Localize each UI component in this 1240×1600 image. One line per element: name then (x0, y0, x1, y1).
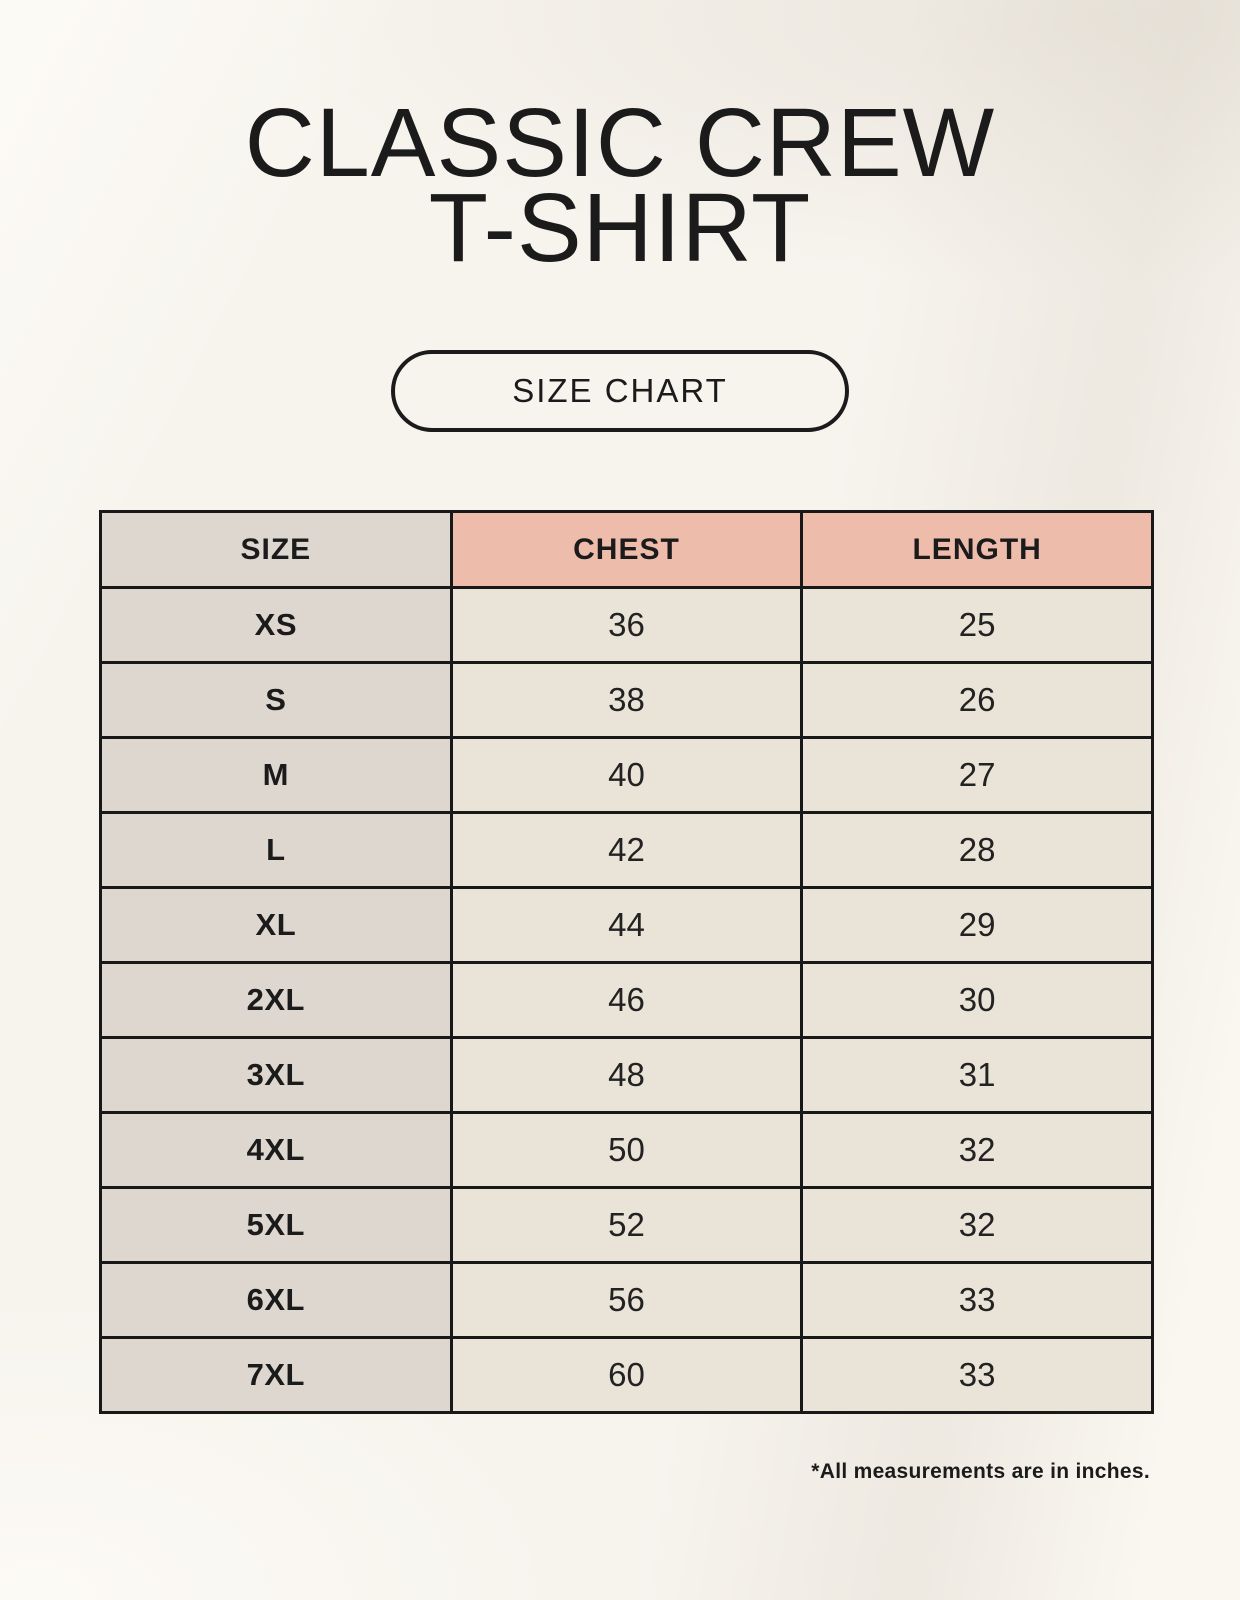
column-header-length: LENGTH (802, 512, 1153, 588)
size-cell: 6XL (101, 1263, 452, 1338)
size-table-body (101, 588, 1153, 1413)
column-header-size: SIZE (101, 512, 452, 588)
chest-cell: 36 (451, 588, 802, 663)
size-cell: M (101, 738, 452, 813)
size-chart-button-label: SIZE CHART (512, 372, 728, 409)
chest-cell: 60 (451, 1338, 802, 1413)
size-cell: 7XL (101, 1338, 452, 1413)
table-row (101, 1038, 1153, 1113)
title-line-1: CLASSIC CREW (244, 88, 996, 197)
table-header-row (101, 512, 1153, 588)
size-table (99, 510, 1154, 1414)
table-row (101, 963, 1153, 1038)
chest-cell: 56 (451, 1263, 802, 1338)
table-row (101, 813, 1153, 888)
length-cell: 33 (802, 1338, 1153, 1413)
table-row (101, 1263, 1153, 1338)
size-cell: 3XL (101, 1038, 452, 1113)
title-line-2: T-SHIRT (428, 173, 812, 283)
chest-cell: 50 (451, 1113, 802, 1188)
length-cell: 32 (802, 1188, 1153, 1263)
size-cell: L (101, 813, 452, 888)
measurements-footnote: *All measurements are in inches. (811, 1460, 1150, 1483)
chest-cell: 42 (451, 813, 802, 888)
page-title (0, 88, 1240, 283)
table-row (101, 1113, 1153, 1188)
length-cell: 25 (802, 588, 1153, 663)
chest-cell: 48 (451, 1038, 802, 1113)
length-cell: 29 (802, 888, 1153, 963)
column-header-chest: CHEST (451, 512, 802, 588)
length-cell: 32 (802, 1113, 1153, 1188)
table-row (101, 1338, 1153, 1413)
size-cell: XL (101, 888, 452, 963)
size-cell: 5XL (101, 1188, 452, 1263)
length-cell: 33 (802, 1263, 1153, 1338)
chest-cell: 52 (451, 1188, 802, 1263)
chest-cell: 46 (451, 963, 802, 1038)
size-cell: 2XL (101, 963, 452, 1038)
size-cell: XS (101, 588, 452, 663)
size-cell: S (101, 663, 452, 738)
length-cell: 26 (802, 663, 1153, 738)
length-cell: 30 (802, 963, 1153, 1038)
table-row (101, 888, 1153, 963)
length-cell: 28 (802, 813, 1153, 888)
table-row (101, 663, 1153, 738)
table-row (101, 588, 1153, 663)
chest-cell: 38 (451, 663, 802, 738)
table-row (101, 1188, 1153, 1263)
chest-cell: 44 (451, 888, 802, 963)
length-cell: 27 (802, 738, 1153, 813)
chest-cell: 40 (451, 738, 802, 813)
size-cell: 4XL (101, 1113, 452, 1188)
size-chart-button[interactable] (391, 350, 849, 432)
table-row (101, 738, 1153, 813)
length-cell: 31 (802, 1038, 1153, 1113)
